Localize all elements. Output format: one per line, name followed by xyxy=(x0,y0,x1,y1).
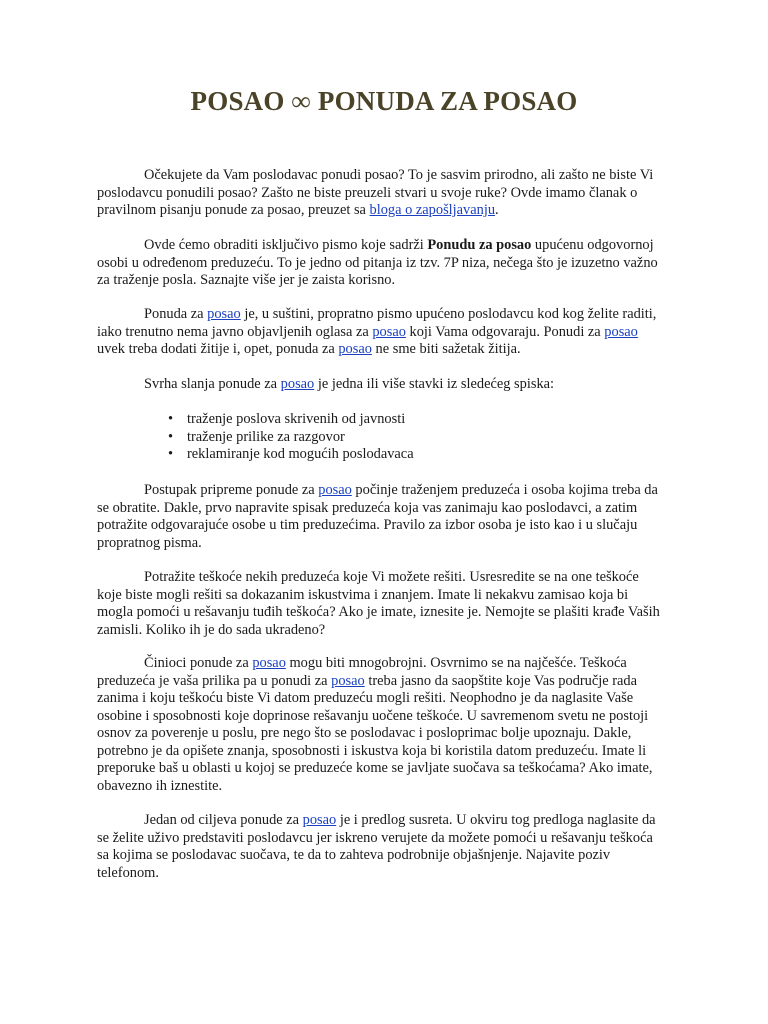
list-item-text: traženje prilike za razgovor xyxy=(187,428,345,445)
posao-link[interactable]: posao xyxy=(280,376,315,392)
list-item xyxy=(168,446,667,464)
text-run: upućenu odgovornoj osobi u određenom preduzeću. To je jedno od pitanja iz tzv. 7P niza, nečega što je izuzetno važno za traženje posla. Saznajte više jer je zaista korisno. xyxy=(97,237,658,288)
text-run: Činioci ponude za xyxy=(144,655,253,671)
text-run: uvek treba dodati žitije i, opet, ponuda za xyxy=(97,341,339,357)
posao-link[interactable]: posao xyxy=(604,323,638,340)
text-run: Svrha slanja ponude za xyxy=(144,376,281,392)
list-item xyxy=(168,411,667,429)
text-run: Očekujete da Vam poslodavac ponudi posao? To je sasvim prirodno, ali zašto ne biste Vi poslodavcu ponudili posao? Zašto ne biste preuzeli stvari u svoje ruke? Ovde imamo članak o pravilnom pisanju ponude za posao, preuzet sa xyxy=(97,167,654,218)
text-run: Potražite teškoće nekih preduzeća koje Vi možete rešiti. Usresredite se na one teškoće koje biste mogli rešiti sa dokazanim iskustvima i znanjem. Imate li nekakvu zamisao koja bi mogla pomoći u rešavanju tuđih teškoća? Ako je imate, iznesite je. Nemojte se plašiti krađe Vaših zamisli. Koliko ih je do sada ukradeno? xyxy=(97,569,660,638)
text-run: počinje traženjem preduzeća i osoba kojima treba da se obratite. Dakle, prvo napravite spisak preduzeća koja vas zanimaju kao poslodavci, a zatim potražite odgovarajuće osobe u tim preduzećima. Pravilo za izbor osoba je isto kao i u slučaju propratnog pisma. xyxy=(97,482,658,551)
text-run: je jedna ili više stavki iz sledećeg spiska: xyxy=(314,376,555,392)
text-run: je, u suštini, propratno pismo upućeno poslodavcu kod kog želite raditi, iako trenutno nema javno objavljenih oglasa za xyxy=(97,306,657,340)
posao-link[interactable]: posao xyxy=(338,341,372,357)
bullet-icon: • xyxy=(168,446,174,462)
list-item xyxy=(168,428,667,447)
list-item-text: reklamiranje kod mogućih poslodavaca xyxy=(187,446,414,462)
document-title: POSAO ∞ PONUDA ZA POSAO xyxy=(190,86,578,116)
posao-link[interactable]: posao xyxy=(318,482,352,498)
bullet-icon: • xyxy=(168,428,174,445)
text-run: Ovde ćemo obraditi isključivo pismo koje sadrži xyxy=(144,237,428,253)
blog-link[interactable]: bloga o zapošljavanju xyxy=(369,202,496,218)
text-run: ne sme biti sažetak žitija. xyxy=(371,341,521,357)
paragraph-purpose xyxy=(97,376,667,394)
text-run: . xyxy=(495,202,499,218)
text-run: treba jasno da saopštite koje Vas područje rada zanima i koju teškoću biste Vi datom preduzeću mogli rešiti. Neophodno je da naglasite Vaše osobine i sposobnosti koje doprinose rešavanju uočene teškoće. U savremenom svetu ne postoji osnov za poverenje u poslu, pre nego što se poslodavac i posloprimac bolje upoznaju. Dakle, potrebno je da opišete znanja, sposobnosti i iskustva koja bi koristila datom preduzeću. Imate li preporuke baš u oblasti u kojoj se preduzeće kome se javljate suočava sa teškoćama? Ako imate, obavezno ih iznestite. xyxy=(97,672,653,794)
posao-link[interactable]: posao xyxy=(302,812,337,828)
paragraph-factors xyxy=(97,655,667,795)
text-run: je i predlog susreta. U okviru tog predloga naglasite da se želite uživo predstaviti poslodavcu jer iskreno verujete da možete pomoći u rešavanju teškoća sa kojima se poslodavac suočava, te da to zahteva podrobnije objašnjenje. Najavite poziv telefonom. xyxy=(97,812,656,881)
text-run: koji Vama odgovaraju. Ponudi za xyxy=(405,323,605,340)
text-run: Postupak pripreme ponude za xyxy=(144,482,319,498)
text-run: mogu biti mnogobrojni. Osvrnimo se na najčešće. Teškoća preduzeća je vaša prilika pa u ponudi za xyxy=(97,655,627,689)
posao-link[interactable]: posao xyxy=(207,306,241,322)
paragraph-intro xyxy=(97,167,667,220)
paragraph-difficulties xyxy=(97,569,667,639)
bullet-icon: • xyxy=(168,411,174,427)
paragraph-procedure xyxy=(97,482,667,552)
text-run: Ponuda za xyxy=(144,306,208,322)
text-run: Jedan od ciljeva ponude za xyxy=(144,812,303,828)
paragraph-definition xyxy=(97,306,667,359)
paragraph-meeting xyxy=(97,812,667,882)
paragraph-scope xyxy=(97,237,667,290)
list-item-text: traženje poslova skrivenih od javnosti xyxy=(187,411,406,427)
purpose-list xyxy=(97,411,667,464)
posao-link[interactable]: posao xyxy=(331,672,365,689)
posao-link[interactable]: posao xyxy=(372,323,406,340)
bold-phrase: Ponudu za posao xyxy=(427,237,532,253)
posao-link[interactable]: posao xyxy=(252,655,286,671)
